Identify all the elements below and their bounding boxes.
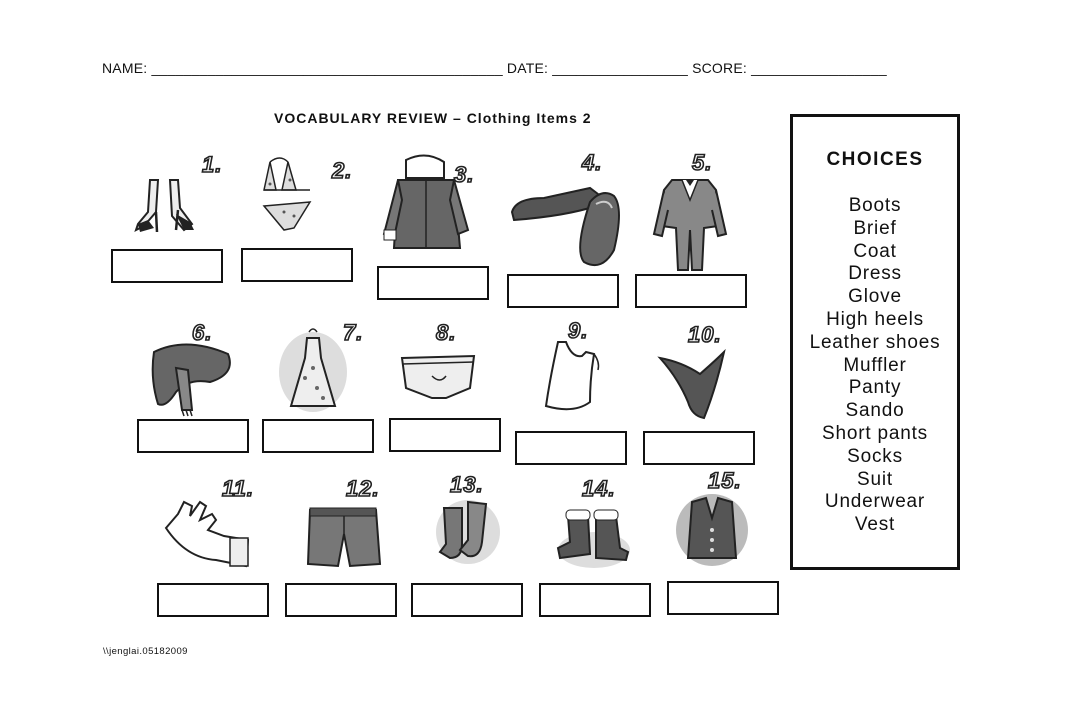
item-4 xyxy=(506,150,636,310)
answer-box[interactable] xyxy=(377,266,489,300)
item-number: 15. xyxy=(708,468,742,493)
item-8 xyxy=(388,318,503,456)
answer-box[interactable] xyxy=(539,583,651,617)
choice-item: Sando xyxy=(845,400,905,422)
item-11 xyxy=(156,472,271,620)
item-10 xyxy=(642,318,757,468)
item-number: 12. xyxy=(346,476,380,501)
item-9 xyxy=(514,318,629,468)
item-number: 2. xyxy=(332,158,353,183)
choices-box xyxy=(790,114,960,570)
choice-item: Boots xyxy=(848,195,902,216)
worksheet-title: VOCABULARY REVIEW – Clothing Items 2 xyxy=(274,110,592,126)
item-1 xyxy=(110,150,225,285)
choice-item: Underwear xyxy=(824,491,926,513)
date-label: DATE: xyxy=(506,60,549,76)
footer-credit: \\jenglai.05182009 xyxy=(103,646,188,657)
answer-box[interactable] xyxy=(643,431,755,465)
choice-item: Suit xyxy=(857,468,893,490)
choices-list xyxy=(793,195,957,537)
answer-box[interactable] xyxy=(507,274,619,308)
item-6 xyxy=(136,318,251,456)
choice-item: Brief xyxy=(853,217,897,239)
item-number: 1. xyxy=(202,152,223,177)
item-3 xyxy=(376,150,491,302)
choice-item: Short pants xyxy=(822,422,928,444)
answer-box[interactable] xyxy=(241,248,353,282)
item-number: 8. xyxy=(436,320,457,345)
answer-box[interactable] xyxy=(411,583,523,617)
leather-shoes-icon xyxy=(506,150,636,270)
item-number: 11. xyxy=(222,476,254,501)
short-pants-icon xyxy=(284,472,399,572)
answer-box[interactable] xyxy=(285,583,397,617)
item-2 xyxy=(240,150,355,285)
name-label: NAME: xyxy=(102,60,148,76)
answer-box[interactable] xyxy=(262,419,374,453)
header-fields xyxy=(102,60,962,76)
choice-item: Muffler xyxy=(843,354,907,376)
item-number: 10. xyxy=(688,322,722,347)
choice-item: Socks xyxy=(847,445,903,467)
answer-box[interactable] xyxy=(635,274,747,308)
item-number: 13. xyxy=(450,472,484,497)
item-number: 3. xyxy=(454,162,475,187)
item-number: 7. xyxy=(343,320,364,345)
item-5 xyxy=(634,150,749,310)
item-13 xyxy=(410,472,525,620)
answer-box[interactable] xyxy=(137,419,249,453)
choice-item: Glove xyxy=(848,286,902,308)
answer-box[interactable] xyxy=(667,581,779,615)
choice-item: Dress xyxy=(848,263,902,285)
item-14 xyxy=(538,472,653,620)
answer-box[interactable] xyxy=(111,249,223,283)
choice-item: Leather shoes xyxy=(809,331,941,353)
answer-box[interactable] xyxy=(389,418,501,452)
item-number: 4. xyxy=(582,150,603,175)
answer-box[interactable] xyxy=(515,431,627,465)
item-7 xyxy=(261,318,376,456)
choice-item: High heels xyxy=(826,308,924,330)
answer-box[interactable] xyxy=(157,583,269,617)
choice-item: Vest xyxy=(854,514,896,536)
item-15 xyxy=(666,468,781,620)
item-number: 9. xyxy=(568,318,589,343)
item-12 xyxy=(284,472,399,620)
choices-title: CHOICES xyxy=(826,149,924,170)
name-line[interactable]: ____________________________________________ xyxy=(151,60,503,76)
date-line[interactable]: _________________ xyxy=(552,60,688,76)
item-number: 6. xyxy=(192,320,213,345)
score-line[interactable]: _________________ xyxy=(751,60,887,76)
item-number: 5. xyxy=(692,150,713,175)
item-number: 14. xyxy=(582,476,616,501)
score-label: SCORE: xyxy=(692,60,747,76)
choice-item: Coat xyxy=(853,240,897,262)
choice-item: Panty xyxy=(848,377,902,399)
